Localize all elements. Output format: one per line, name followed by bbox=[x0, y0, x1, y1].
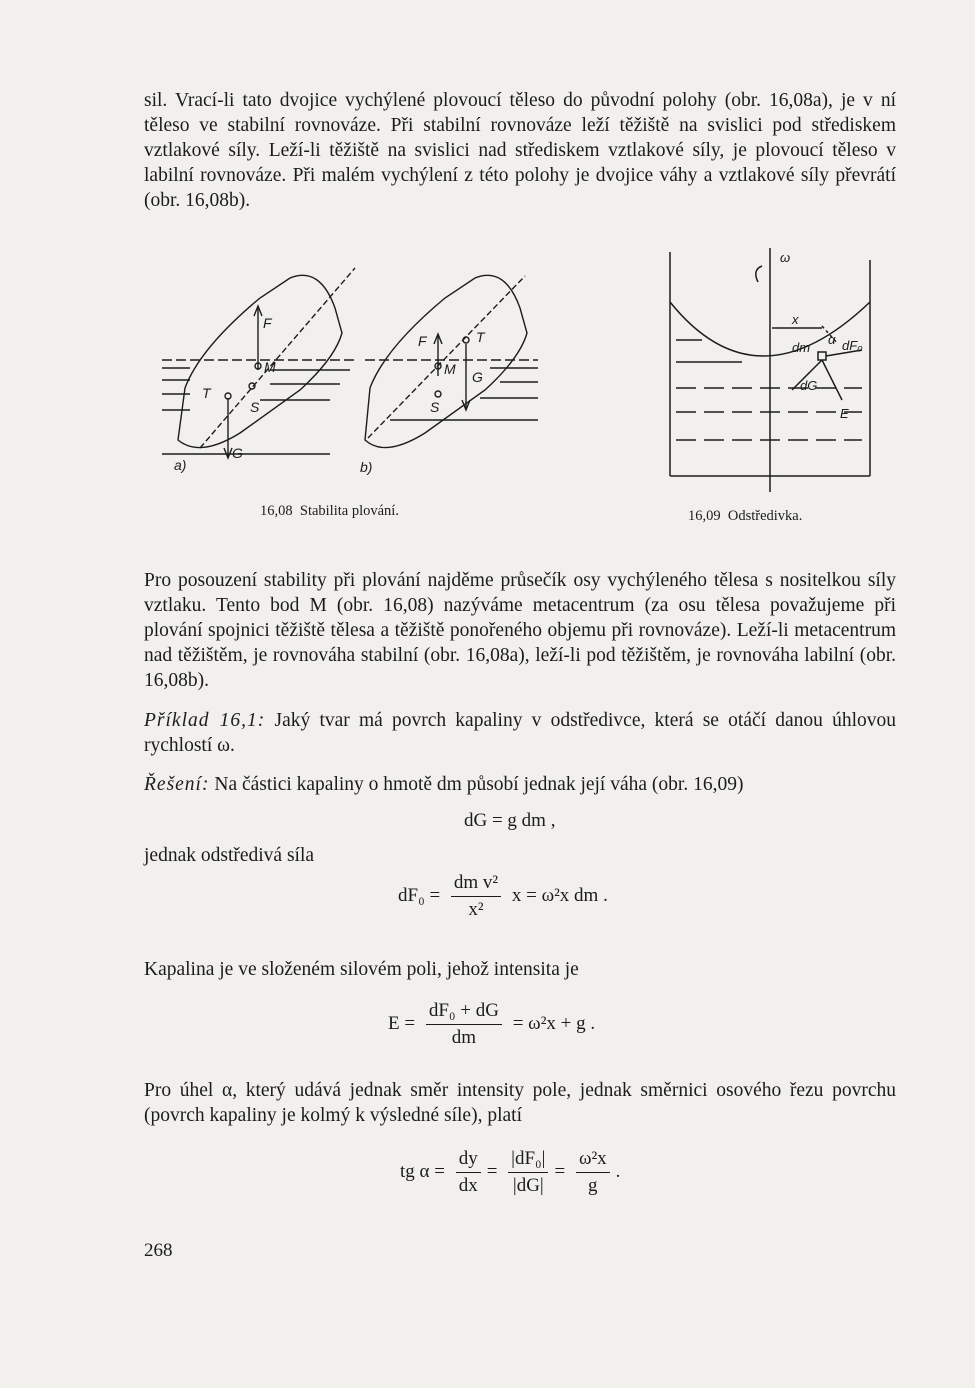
equation-dF0: dF₀ = $\frac{\text{dm v²}}{\text{x²}}$ x = ω²x dm . bbox=[398, 872, 608, 920]
caption-fig-16-09: 16,09 Odstředivka. bbox=[688, 508, 803, 524]
label-dG: dG bbox=[800, 378, 818, 393]
label-omega: ω bbox=[780, 250, 791, 265]
label-F-a: F bbox=[263, 315, 272, 331]
figure-stability-of-floating bbox=[160, 258, 550, 488]
paragraph-1: sil. Vrací-li tato dvojice vychýlené plovoucí těleso do původní polohy (obr. 16,08a), je v ní těleso ve stabilní rovnováze. Při stabilní rovnováze leží těžiště na svislici pod střediskem vztlakové síly. Leží-li těžiště na svislici nad střediskem vztlakové síly, je plovoucí těleso v labilní rovnováze. Při malém vychýlení z této polohy je dvojice váhy a vztlakové síly převrátí (obr. 16,08b). bbox=[144, 90, 896, 211]
page-number: 268 bbox=[144, 1240, 173, 1261]
label-S-b: S bbox=[430, 399, 440, 415]
figure-centrifuge bbox=[662, 240, 878, 496]
label-b: b) bbox=[360, 459, 373, 475]
label-G-a: G bbox=[232, 445, 243, 461]
equation-E: E = $\frac{\text{dF₀ + dG}}{dm}$ = ω²x + g . bbox=[388, 1000, 596, 1048]
paragraph-centrifugal: jednak odstředivá síla bbox=[144, 845, 315, 866]
label-dm: dm bbox=[792, 340, 811, 355]
paragraph-2: Pro posouzení stability při plování najděme průsečík osy vychýleného tělesa s nositelkou síly vztlaku. Tento bod M (obr. 16,08) nazýváme metacentrum (za osu tělesa považujeme při plování spojnici těžiště tělesa a těžiště ponořeného objemu při rovnováze). Leží-li metacentrum nad těžištěm, je rovnováha stabilní (obr. 16,08a), leží-li pod těžištěm, je rovnováha labilní (obr. 16,08b). bbox=[144, 570, 896, 691]
label-a: a) bbox=[174, 457, 187, 473]
paragraph-solution bbox=[144, 772, 896, 797]
paragraph-field: Kapalina je ve složeném silovém poli, jehož intensita je bbox=[144, 959, 579, 980]
label-T-b: T bbox=[476, 329, 485, 345]
paragraph-example bbox=[144, 708, 896, 758]
paragraph-angle: Pro úhel α, který udává jednak směr intensity pole, jednak směrnici osového řezu povrchu (povrch kapaliny je kolmý k výsledné síle), platí bbox=[144, 1080, 896, 1126]
label-dF0: dF₀ bbox=[842, 338, 863, 353]
label-G-b: G bbox=[472, 369, 483, 385]
label-alpha: α bbox=[828, 332, 836, 347]
label-M-a: M bbox=[264, 359, 276, 375]
label-F-b: F bbox=[418, 333, 427, 349]
label-x: x bbox=[792, 312, 799, 327]
equation-tg-alpha: tg α = $\frac{dy}{dx}$ = $\frac{\text{|dF₀|}}{|dG|}$ = $\frac{\text{ω²x}}{g}$ . bbox=[400, 1148, 621, 1196]
label-S-a: S bbox=[250, 399, 260, 415]
label-M-b: M bbox=[444, 361, 456, 377]
example-label: Příklad 16,1: bbox=[144, 710, 266, 731]
example-text: Jaký tvar má povrch kapaliny v odstředivce, která se otáčí danou úhlovou rychlostí ω. bbox=[144, 710, 897, 756]
label-T-a: T bbox=[202, 385, 211, 401]
label-E: E bbox=[840, 406, 849, 421]
solution-label: Řešení: bbox=[144, 774, 210, 795]
solution-text: Na částici kapaliny o hmotě dm působí jednak její váha (obr. 16,09) bbox=[209, 774, 744, 795]
caption-fig-16-08: 16,08 Stabilita plování. bbox=[260, 503, 399, 519]
equation-dG: dG = g dm , bbox=[464, 810, 556, 831]
